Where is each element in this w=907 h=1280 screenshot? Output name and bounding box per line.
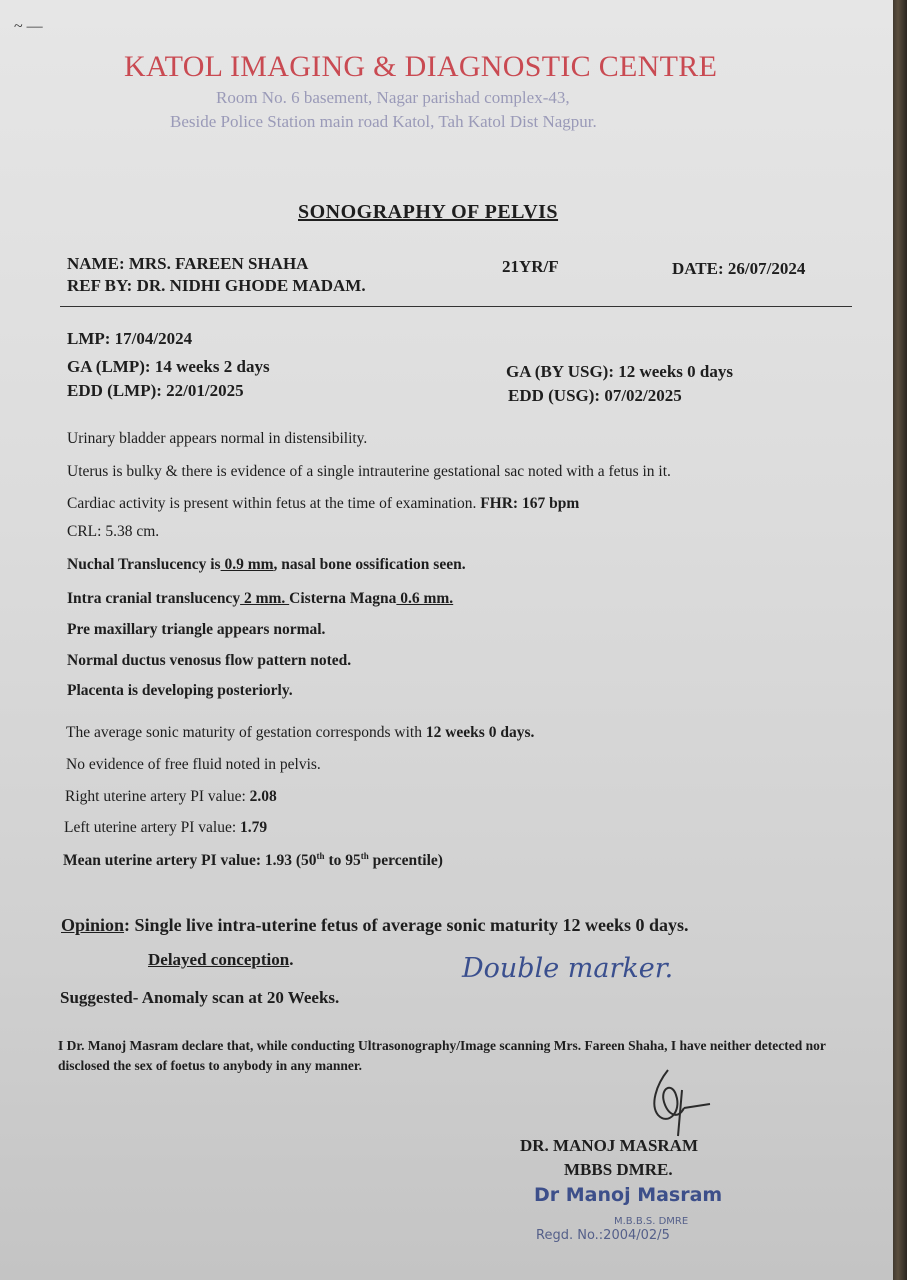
edd-usg: EDD (USG): 07/02/2025 [508,386,682,405]
report-title: SONOGRAPHY OF PELVIS [298,201,559,223]
cm-label: Cisterna Magna [289,590,397,607]
opinion [61,915,688,936]
address-line-2: Beside Police Station main road Katol, Tah Katol Dist Nagpur. [170,112,597,131]
left-pi-label: Left uterine artery PI value: [64,819,237,836]
referred-by: REF BY: DR. NIDHI GHODE MADAM. [67,276,366,295]
ict-label: Intra cranial translucency [67,590,241,607]
finding-placenta: Placenta is developing posteriorly. [67,682,293,699]
opinion-text: : Single live intra-uterine fetus of average sonic maturity 12 weeks 0 days. [124,915,689,935]
stamp-name: Dr Manoj Masram [534,1184,723,1206]
declaration: I Dr. Manoj Masram declare that, while conducting Ultrasonography/Image scanning Mrs. Fareen Shaha, I have neither detected nor disclosed the sex of foetus to anybody in any manner. [58,1038,826,1073]
nt-rest: , nasal bone ossification seen. [273,556,466,573]
finding-bladder: Urinary bladder appears normal in distensibility. [67,430,368,447]
stamp-registration: Regd. No.:2004/02/5 [536,1228,670,1243]
mean-pi-mid: to 95 [324,852,361,870]
patient-name: NAME: MRS. FAREEN SHAHA [67,254,309,273]
superscript: th [316,851,325,861]
signature-scribble [638,1060,718,1140]
cm-value: 0.6 mm. [396,590,454,607]
mean-pi-text: Mean uterine artery PI value: 1.93 (50 [63,852,317,870]
finding-maturity [66,724,534,742]
finding-mean-pi [63,851,443,870]
delayed-dot: . [289,950,294,969]
address-line-1: Room No. 6 basement, Nagar parishad complex-43, [216,88,570,107]
centre-name: KATOL IMAGING & DIAGNOSTIC CENTRE [124,50,718,83]
edd-lmp: EDD (LMP): 22/01/2025 [67,381,244,400]
left-pi-value: 1.79 [240,819,268,836]
finding-ductus: Normal ductus venosus flow pattern noted. [67,652,352,669]
ict-value: 2 mm. [240,590,290,607]
handwritten-note: Double marker. [462,953,674,984]
right-pi-label: Right uterine artery PI value: [65,788,246,805]
ga-usg: GA (BY USG): 12 weeks 0 days [506,362,733,381]
report-date: DATE: 26/07/2024 [672,259,806,278]
corner-pen-mark: ~ — [14,18,43,35]
patient-age-sex: 21YR/F [502,257,559,276]
opinion-label: Opinion [61,915,125,935]
header-divider [60,306,852,307]
fhr-value: FHR: 167 bpm [480,495,580,512]
doctor-name: DR. MANOJ MASRAM [520,1136,699,1155]
finding-premaxillary: Pre maxillary triangle appears normal. [67,621,326,638]
finding-intracranial [67,590,453,608]
delayed-conception [148,950,293,970]
finding-left-pi [64,819,267,837]
maturity-text: The average sonic maturity of gestation corresponds with [66,724,422,741]
superscript: th [360,851,369,861]
finding-right-pi [65,788,277,806]
finding-cardiac [67,495,579,513]
lmp: LMP: 17/04/2024 [67,329,193,348]
maturity-value: 12 weeks 0 days. [425,724,535,741]
nt-value: 0.9 mm [220,556,274,573]
finding-nuchal [67,556,466,574]
suggestion: Suggested- Anomaly scan at 20 Weeks. [60,988,340,1007]
finding-free-fluid: No evidence of free fluid noted in pelvis. [66,756,321,773]
ga-lmp: GA (LMP): 14 weeks 2 days [67,357,270,376]
nt-label: Nuchal Translucency is [67,556,221,573]
cardiac-text: Cardiac activity is present within fetus at the time of examination. [67,495,477,512]
right-pi-value: 2.08 [249,788,277,805]
delayed-text: Delayed conception [148,950,290,969]
stamp-degree: M.B.B.S. DMRE [614,1216,689,1227]
doctor-degree: MBBS DMRE. [564,1160,673,1179]
finding-uterus: Uterus is bulky & there is evidence of a single intrauterine gestational sac noted with a fetus in it. [67,463,671,480]
finding-crl: CRL: 5.38 cm. [67,523,160,540]
mean-pi-end: percentile) [368,852,443,870]
